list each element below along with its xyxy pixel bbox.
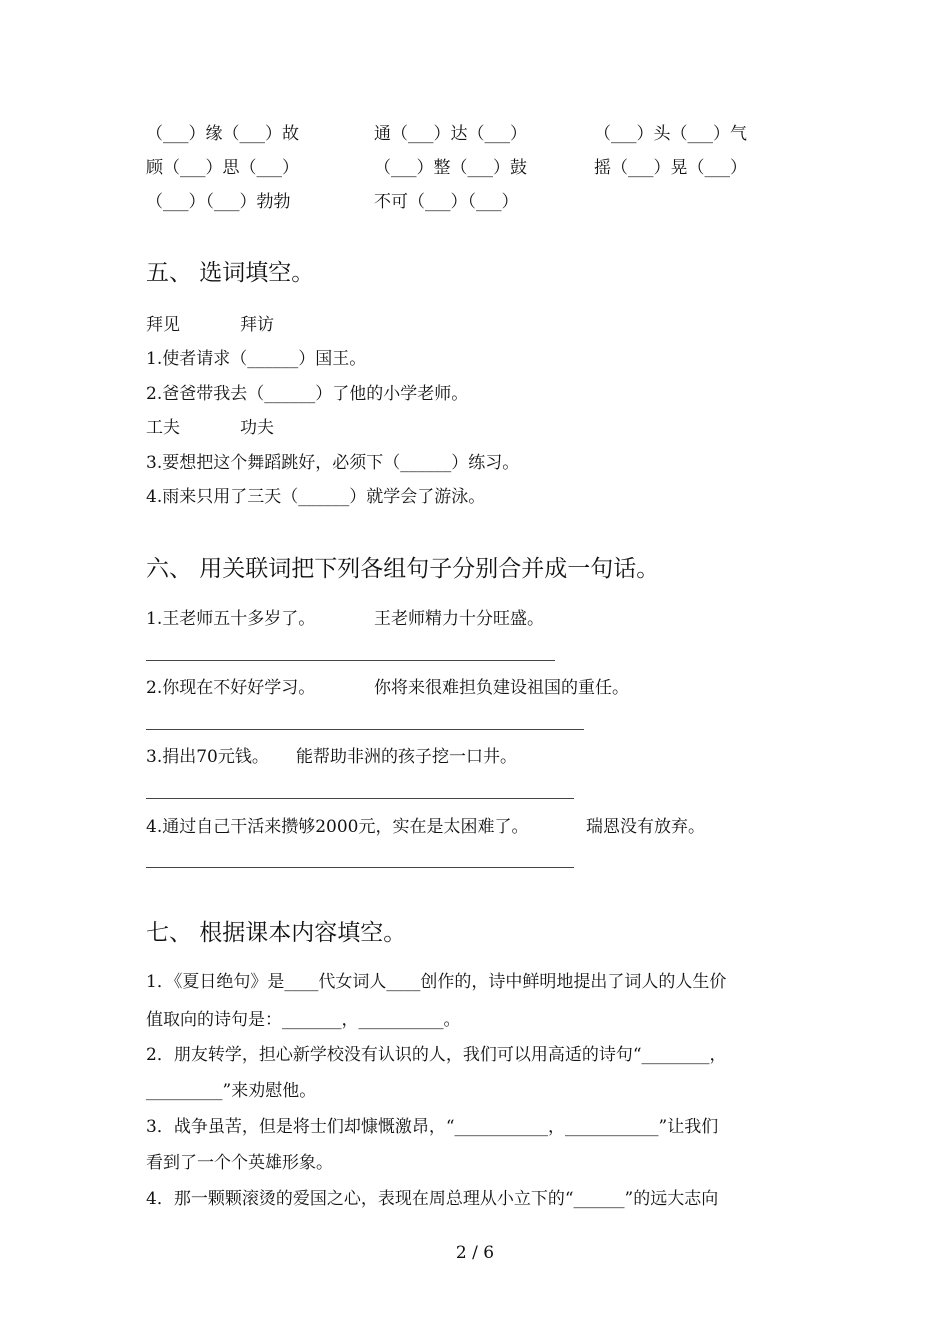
sentence-b: 瑞恩没有放弃。 <box>586 817 705 837</box>
paragraph-line: _________”来劝慰他。 <box>146 1081 317 1101</box>
answer-line[interactable] <box>146 867 574 868</box>
answer-line[interactable] <box>146 798 574 799</box>
idiom-item: （___）缘（___）故 <box>146 124 299 144</box>
question-item: 2.爸爸带我去（______）了他的小学老师。 <box>146 384 469 404</box>
idiom-item: 摇（___）晃（___） <box>594 158 747 178</box>
sentence-b: 你将来很难担负建设祖国的重任。 <box>374 678 629 698</box>
idiom-item: 通（___）达（___） <box>374 124 527 144</box>
page-number: 2 / 6 <box>455 1243 495 1263</box>
sentence-a: 3.捐出70元钱。 <box>146 747 269 767</box>
word-choice: 功夫 <box>240 418 274 438</box>
sentence-a: 4.通过自己干活来攒够2000元，实在是太困难了。 <box>146 817 529 837</box>
paragraph-line: 看到了一个个英雄形象。 <box>146 1153 333 1173</box>
paragraph-line: 值取向的诗句是：_______，__________。 <box>146 1010 461 1030</box>
idiom-item: 不可（___）（___） <box>374 192 519 212</box>
word-choice: 拜见 <box>146 315 180 335</box>
paragraph-line: 1．《夏日绝句》是____代女词人____创作的，诗中鲜明地提出了词人的人生价 <box>146 972 727 992</box>
paragraph-line: 3．战争虽苦，但是将士们却慷慨激昂，“___________，___________”让我们 <box>146 1117 719 1137</box>
section-5-title: 五、 选词填空。 <box>146 260 315 286</box>
idiom-item: （___）（___）勃勃 <box>146 192 291 212</box>
question-item: 3.要想把这个舞蹈跳好，必须下（______）练习。 <box>146 453 520 473</box>
paragraph-line: 2．朋友转学，担心新学校没有认识的人，我们可以用高适的诗句“________， <box>146 1045 727 1065</box>
sentence-b: 王老师精力十分旺盛。 <box>374 609 544 629</box>
answer-line[interactable] <box>146 660 555 661</box>
answer-line[interactable] <box>146 729 584 730</box>
question-item: 4.雨来只用了三天（______）就学会了游泳。 <box>146 487 486 507</box>
sentence-b: 能帮助非洲的孩子挖一口井。 <box>296 747 517 767</box>
paragraph-line: 4．那一颗颗滚烫的爱国之心，表现在周总理从小立下的“______”的远大志向 <box>146 1189 719 1209</box>
section-6-title: 六、 用关联词把下列各组句子分别合并成一句话。 <box>146 556 660 582</box>
section-7-title: 七、 根据课本内容填空。 <box>146 920 407 946</box>
word-choice: 拜访 <box>240 315 274 335</box>
idiom-item: （___）整（___）鼓 <box>374 158 527 178</box>
idiom-item: （___）头（___）气 <box>594 124 747 144</box>
idiom-item: 顾（___）思（___） <box>146 158 299 178</box>
question-item: 1.使者请求（______）国王。 <box>146 349 367 369</box>
sentence-a: 1.王老师五十多岁了。 <box>146 609 316 629</box>
sentence-a: 2.你现在不好好学习。 <box>146 678 316 698</box>
word-choice: 工夫 <box>146 418 180 438</box>
